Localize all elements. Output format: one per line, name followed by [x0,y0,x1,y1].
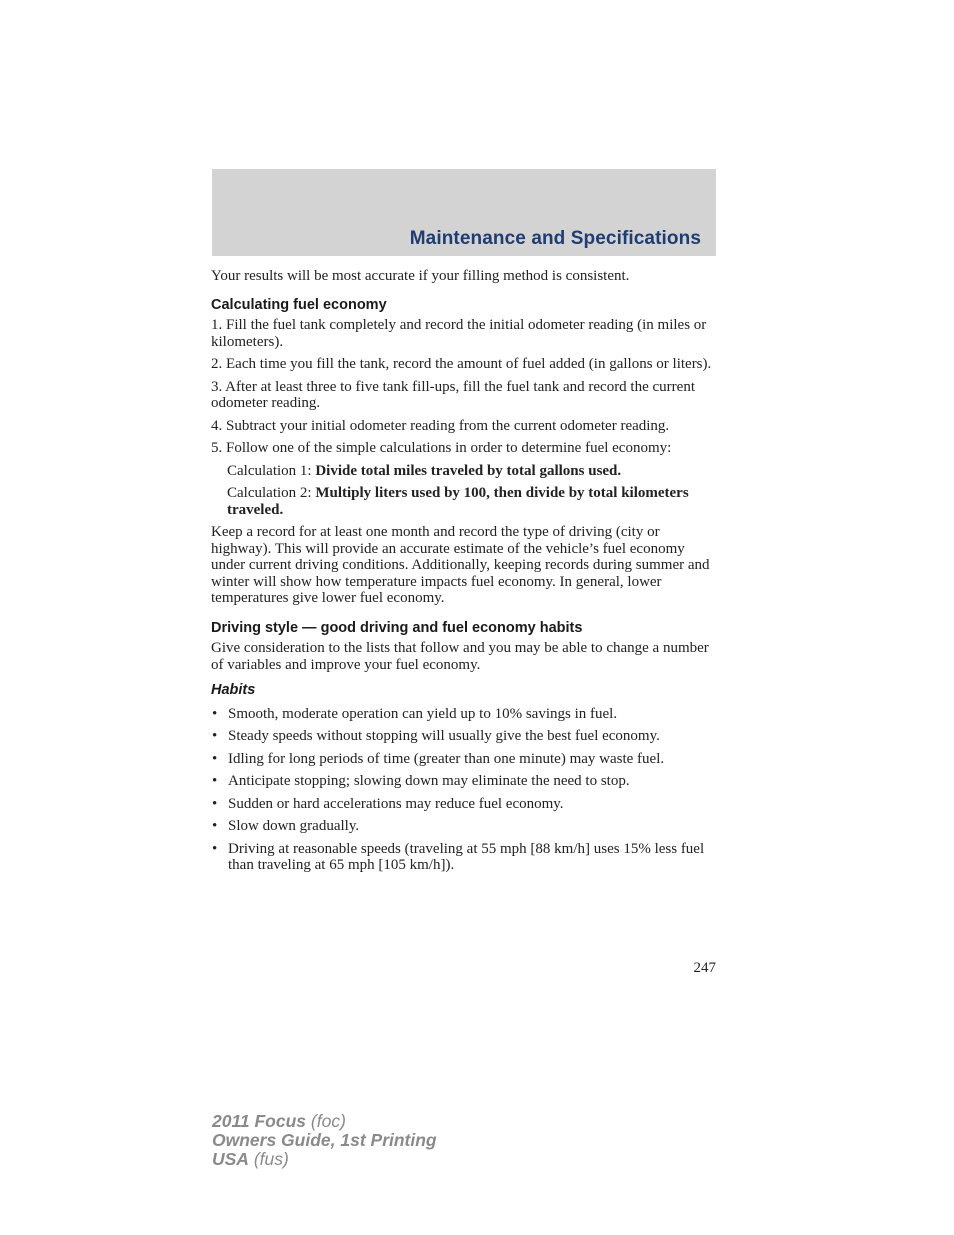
list-item: • Smooth, moderate operation can yield up to 10% savings in fuel. [212,705,618,722]
calculation-1-text: Divide total miles traveled by total gallons used. [315,462,622,479]
page-number: 247 [693,960,716,976]
bullet-icon: • [212,705,218,722]
section-title: Maintenance and Specifications [409,228,701,249]
bullet-icon: • [212,795,218,812]
step-2: 2. Each time you fill the tank, record the amount of fuel added (in gallons or liters). [211,356,712,372]
step-5: 5. Follow one of the simple calculations in order to determine fuel economy: [211,440,672,456]
step-1: 1. Fill the fuel tank completely and record the initial odometer reading (in miles or kilometers). [211,317,707,350]
list-item: • Driving at reasonable speeds (traveling at 55 mph [88 km/h] uses 15% less fuel than traveling at 65 mph [105 km/h]). [212,840,705,873]
list-item: • Steady speeds without stopping will usually give the best fuel economy. [212,728,660,744]
bullet-icon: • [212,818,218,834]
habits-heading: Habits [211,682,256,698]
section-header-band [212,169,716,256]
calculating-heading: Calculating fuel economy [211,296,387,313]
list-item: • Sudden or hard accelerations may reduce fuel economy. [212,795,564,812]
driving-intro: Give consideration to the lists that follow and you may be able to change a number of variables and improve your fuel economy. [211,640,709,673]
footer-line-2: Owners Guide, 1st Printing [212,1130,437,1150]
footer-imprint [212,1112,437,1169]
intro-paragraph: Your results will be most accurate if your filling method is consistent. [211,268,630,284]
record-note: Keep a record for at least one month and record the type of driving (city or highway). This will provide an accurate estimate of the vehicle’s fuel economy under current driving conditions. Additionally, keeping records during summer and winter will show how temperature impacts fuel economy. In general, lower temperatures give lower fuel economy. [211,524,710,606]
calculation-1 [211,463,717,480]
list-item: • Anticipate stopping; slowing down may eliminate the need to stop. [212,773,630,789]
bullet-icon: • [212,773,218,789]
step-3: 3. After at least three to five tank fill-ups, fill the fuel tank and record the current odometer reading. [211,378,695,411]
bullet-icon: • [212,840,218,857]
bullet-icon: • [212,750,218,767]
bullet-icon: • [212,728,218,744]
list-item: • Idling for long periods of time (greater than one minute) may waste fuel. [212,750,665,767]
calculation-1-label: Calculation 1: [227,462,316,479]
calculation-2-label: Calculation 2: [227,485,316,501]
habits-list [211,706,717,874]
calculation-2 [211,485,717,518]
page-content [211,268,717,874]
footer-line-1: 2011 Focus (foc) [212,1111,346,1131]
calculation-2-text: Multiply liters used by 100, then divide by total kilometers traveled. [227,485,689,518]
driving-style-heading: Driving style — good driving and fuel economy habits [211,619,583,636]
footer-line-3: USA (fus) [212,1149,289,1169]
step-4: 4. Subtract your initial odometer reading from the current odometer reading. [211,417,670,434]
list-item: • Slow down gradually. [212,818,360,834]
